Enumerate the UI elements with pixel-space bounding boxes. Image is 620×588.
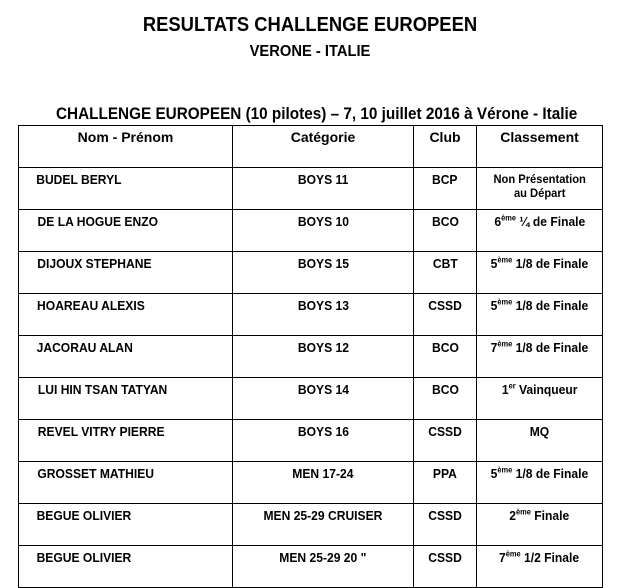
club-cell bbox=[414, 462, 477, 504]
ranking-round: 1/8 bbox=[512, 298, 533, 313]
club-cell bbox=[414, 378, 477, 420]
club-cell-text: BCO bbox=[431, 214, 459, 229]
ranking-cell bbox=[477, 378, 603, 420]
pilot-name-cell bbox=[19, 504, 233, 546]
ranking-text bbox=[499, 550, 579, 565]
pilot-name-cell-text: BUDEL BERYL bbox=[36, 172, 122, 187]
document-location: VERONE - ITALIE bbox=[249, 43, 371, 60]
category-cell-text: BOYS 16 bbox=[297, 424, 349, 439]
club-cell-text: BCP bbox=[432, 172, 458, 187]
ranking-stage: Finale bbox=[531, 508, 570, 523]
ranking-ordinal-suffix: ème bbox=[497, 255, 513, 265]
club-cell-text: CSSD bbox=[428, 424, 462, 439]
ranking-text bbox=[491, 298, 589, 313]
category-cell-text: MEN 25-29 CRUISER bbox=[263, 508, 383, 523]
category-cell bbox=[233, 504, 414, 546]
club-cell-text: CBT bbox=[432, 256, 458, 271]
event-heading: CHALLENGE EUROPEEN (10 pilotes) – 7, 10 juillet 2016 à Vérone - Italie bbox=[56, 104, 578, 123]
ranking-cell bbox=[477, 294, 603, 336]
club-cell bbox=[414, 294, 477, 336]
club-cell-text: BCO bbox=[431, 382, 459, 397]
ranking-cell bbox=[477, 420, 603, 462]
pilot-name-cell-text: DE LA HOGUE ENZO bbox=[37, 214, 158, 229]
pilot-name-cell-text: LUI HIN TSAN TATYAN bbox=[37, 382, 168, 397]
club-cell bbox=[414, 336, 477, 378]
pilot-name-cell-text: REVEL VITRY PIERRE bbox=[37, 424, 165, 439]
category-cell bbox=[233, 462, 414, 504]
ranking-ordinal-suffix: er bbox=[508, 381, 516, 391]
ranking-cell bbox=[477, 462, 603, 504]
ranking-round: 1/2 bbox=[521, 550, 542, 565]
pilot-name-cell-text: HOAREAU ALEXIS bbox=[37, 298, 145, 313]
table-row bbox=[19, 294, 603, 336]
ranking-stage: au Départ bbox=[513, 186, 566, 200]
pilot-name-cell bbox=[19, 378, 233, 420]
ranking-ordinal-suffix: ème bbox=[516, 507, 532, 517]
pilot-name-cell-text: JACORAU ALAN bbox=[36, 340, 133, 355]
ranking-ordinal-suffix: ème bbox=[497, 297, 513, 307]
ranking-position: 7 bbox=[499, 550, 507, 565]
category-cell bbox=[233, 210, 414, 252]
ranking-position: Non Présentation bbox=[493, 172, 586, 186]
ranking-stage: de Finale bbox=[532, 298, 589, 313]
ranking-stage: de Finale bbox=[532, 256, 589, 271]
ranking-text bbox=[530, 424, 549, 439]
table-row bbox=[19, 336, 603, 378]
ranking-stage: de Finale bbox=[529, 214, 585, 229]
ranking-ordinal-suffix: ème bbox=[497, 465, 513, 475]
pilot-name-cell bbox=[19, 420, 233, 462]
results-table bbox=[18, 125, 603, 588]
club-cell-text: CSSD bbox=[428, 550, 462, 565]
ranking-round: 1/8 bbox=[512, 256, 533, 271]
table-row bbox=[19, 504, 603, 546]
column-header-club: Club bbox=[414, 126, 477, 168]
ranking-ordinal-suffix: ème bbox=[500, 213, 516, 223]
pilot-name-cell bbox=[19, 252, 233, 294]
ranking-position: 6 bbox=[494, 214, 501, 229]
pilot-name-cell-text: BEGUE OLIVIER bbox=[36, 550, 132, 565]
ranking-stage: de Finale bbox=[532, 340, 589, 355]
table-row bbox=[19, 378, 603, 420]
club-cell-text: BCO bbox=[431, 340, 459, 355]
ranking-text bbox=[502, 382, 578, 397]
ranking-ordinal-suffix: ème bbox=[506, 549, 522, 559]
table-row bbox=[19, 252, 603, 294]
table-row bbox=[19, 210, 603, 252]
category-cell bbox=[233, 252, 414, 294]
table-header-row bbox=[19, 126, 603, 168]
ranking-position: 5 bbox=[490, 298, 498, 313]
category-cell-text: BOYS 12 bbox=[297, 340, 349, 355]
ranking-stage: de Finale bbox=[532, 466, 589, 481]
ranking-text bbox=[491, 466, 589, 481]
pilot-name-cell-text: BEGUE OLIVIER bbox=[36, 508, 132, 523]
ranking-cell bbox=[477, 504, 603, 546]
category-cell bbox=[233, 294, 414, 336]
ranking-stage: Finale bbox=[541, 550, 580, 565]
ranking-round: 1/8 bbox=[512, 466, 533, 481]
ranking-position: 1 bbox=[501, 382, 509, 397]
pilot-name-cell-text: GROSSET MATHIEU bbox=[37, 466, 155, 481]
club-cell bbox=[414, 420, 477, 462]
pilot-name-cell bbox=[19, 210, 233, 252]
category-cell bbox=[233, 420, 414, 462]
ranking-cell bbox=[477, 168, 603, 210]
document-title: RESULTATS CHALLENGE EUROPEEN bbox=[142, 14, 478, 36]
ranking-position: MQ bbox=[529, 424, 550, 439]
category-cell-text: BOYS 13 bbox=[297, 298, 349, 313]
category-cell-text: BOYS 11 bbox=[297, 172, 349, 187]
category-cell bbox=[233, 336, 414, 378]
column-header-category: Catégorie bbox=[233, 126, 414, 168]
ranking-ordinal-suffix: ème bbox=[497, 339, 513, 349]
category-cell-text: BOYS 14 bbox=[297, 382, 349, 397]
club-cell-text: CSSD bbox=[428, 508, 462, 523]
pilot-name-cell bbox=[19, 168, 233, 210]
ranking-position: 2 bbox=[509, 508, 517, 523]
category-cell bbox=[233, 378, 414, 420]
club-cell bbox=[414, 504, 477, 546]
ranking-round: ¼ bbox=[515, 214, 530, 229]
ranking-text bbox=[494, 214, 585, 229]
ranking-cell bbox=[477, 336, 603, 378]
club-cell bbox=[414, 168, 477, 210]
club-cell-text: CSSD bbox=[428, 298, 462, 313]
pilot-name-cell bbox=[19, 336, 233, 378]
category-cell bbox=[233, 168, 414, 210]
pilot-name-cell bbox=[19, 462, 233, 504]
ranking-position: 5 bbox=[490, 466, 498, 481]
ranking-round: 1/8 bbox=[512, 340, 533, 355]
ranking-position: 5 bbox=[490, 256, 498, 271]
column-header-ranking: Classement bbox=[477, 126, 603, 168]
ranking-text bbox=[491, 256, 589, 271]
table-row bbox=[19, 420, 603, 462]
club-cell-text: PPA bbox=[433, 466, 457, 481]
category-cell-text: MEN 25-29 20 " bbox=[279, 550, 367, 565]
ranking-text bbox=[493, 172, 585, 200]
category-cell-text: BOYS 15 bbox=[297, 256, 349, 271]
ranking-stage: Vainqueur bbox=[515, 382, 578, 397]
table-row bbox=[19, 462, 603, 504]
ranking-cell bbox=[477, 252, 603, 294]
pilot-name-cell-text: DIJOUX STEPHANE bbox=[37, 256, 152, 271]
column-header-name: Nom - Prénom bbox=[19, 126, 233, 168]
ranking-position: 7 bbox=[490, 340, 498, 355]
pilot-name-cell bbox=[19, 294, 233, 336]
ranking-cell bbox=[477, 210, 603, 252]
ranking-text bbox=[510, 508, 570, 523]
category-cell-text: MEN 17-24 bbox=[292, 466, 354, 481]
club-cell bbox=[414, 210, 477, 252]
ranking-text bbox=[491, 340, 589, 355]
table-row bbox=[19, 168, 603, 210]
category-cell-text: BOYS 10 bbox=[297, 214, 349, 229]
club-cell bbox=[414, 252, 477, 294]
